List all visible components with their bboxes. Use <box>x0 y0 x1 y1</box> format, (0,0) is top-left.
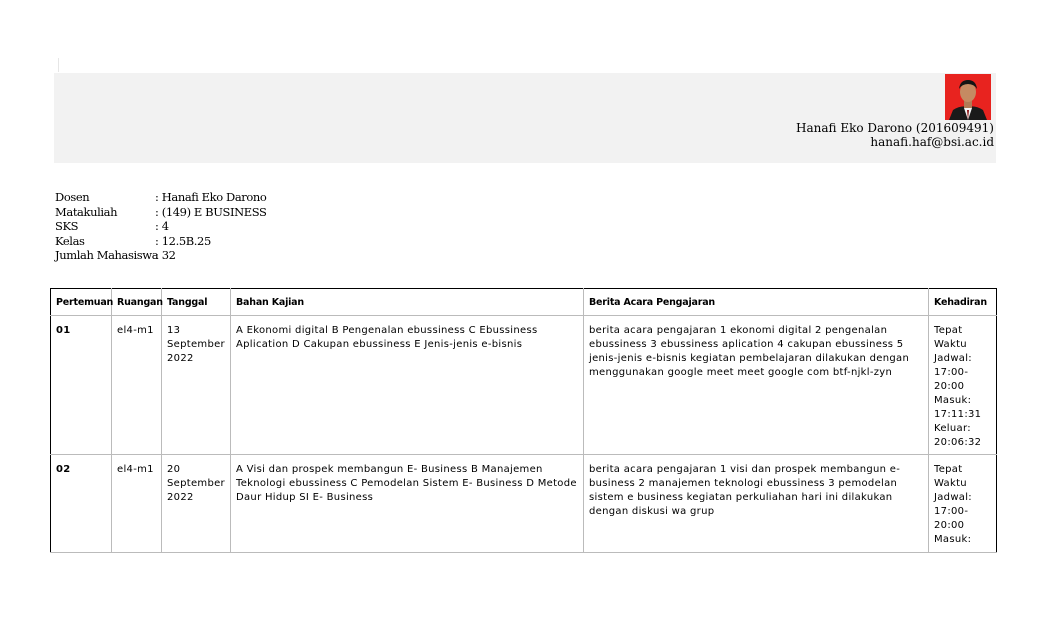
column-header-bahan-kajian: Bahan Kajian <box>231 289 584 316</box>
cell-pertemuan: 02 <box>51 455 112 553</box>
column-header-ruangan: Ruangan <box>112 289 162 316</box>
cell-pertemuan: 01 <box>51 316 112 455</box>
info-row-jumlah-mahasiswa <box>55 248 267 263</box>
info-label: Kelas <box>55 233 85 248</box>
cell-kehadiran: Tepat Waktu Jadwal: 17:00-20:00 Masuk: 17:11:31 Keluar: 20:06:32 <box>929 316 997 455</box>
lecturer-photo <box>945 74 991 120</box>
cell-bahan-kajian: A Ekonomi digital B Pengenalan ebussiness C Ebussiness Aplication D Cakupan ebussiness E Jenis-jenis e-bisnis <box>231 316 584 455</box>
table-row <box>51 316 997 455</box>
info-row-kelas <box>55 234 267 249</box>
info-row-sks <box>55 219 267 234</box>
lecturer-name: Hanafi Eko Darono (201609491) <box>796 121 994 135</box>
info-row-matakuliah <box>55 205 267 220</box>
info-label: Matakuliah <box>55 204 118 219</box>
column-header-kehadiran: Kehadiran <box>929 289 997 316</box>
info-row-dosen <box>55 190 267 205</box>
column-header-pertemuan: Pertemuan <box>51 289 112 316</box>
cell-tanggal: 13 September 2022 <box>162 316 231 455</box>
cell-berita-acara: berita acara pengajaran 1 ekonomi digital 2 pengenalan ebussiness 3 ebussiness aplication 4 cakupan ebussiness 5 jenis-jenis e-bisnis kegiatan pembelajaran dilakukan dengan menggunakan google meet meet google com btf-njkl-zyn <box>584 316 929 455</box>
cell-bahan-kajian: A Visi dan prospek membangun E- Business B Manajemen Teknologi ebussiness C Pemodelan Sistem E- Business D Metode Daur Hidup SI E- Business <box>231 455 584 553</box>
lecturer-header <box>54 73 996 163</box>
table-row <box>51 455 997 553</box>
info-label: Dosen <box>55 190 90 204</box>
info-value: : 32 <box>155 248 176 262</box>
cell-kehadiran: Tepat Waktu Jadwal: 17:00-20:00 Masuk: <box>929 455 997 553</box>
column-header-berita-acara: Berita Acara Pengajaran <box>584 289 929 316</box>
info-value: : 12.5B.25 <box>155 233 211 248</box>
cell-tanggal: 20 September 2022 <box>162 455 231 553</box>
table-header-row <box>51 289 997 316</box>
cell-ruangan: el4-m1 <box>112 316 162 455</box>
info-value: : (149) E BUSINESS <box>155 204 267 219</box>
cell-berita-acara: berita acara pengajaran 1 visi dan prospek membangun e- business 2 manajemen teknologi ebussiness 3 pemodelan sistem e business kegiatan perkuliahan hari ini dilakukan dengan diskusi wa grup <box>584 455 929 553</box>
info-value: : Hanafi Eko Darono <box>155 190 267 204</box>
cell-ruangan: el4-m1 <box>112 455 162 553</box>
column-header-tanggal: Tanggal <box>162 289 231 316</box>
info-value: : 4 <box>155 219 169 233</box>
info-label: Jumlah Mahasiswa <box>55 248 159 262</box>
info-label: SKS <box>55 219 79 233</box>
course-info <box>55 190 267 263</box>
lecturer-email: hanafi.haf@bsi.ac.id <box>870 135 994 149</box>
corner-mark <box>58 58 59 72</box>
schedule-table <box>50 288 997 553</box>
